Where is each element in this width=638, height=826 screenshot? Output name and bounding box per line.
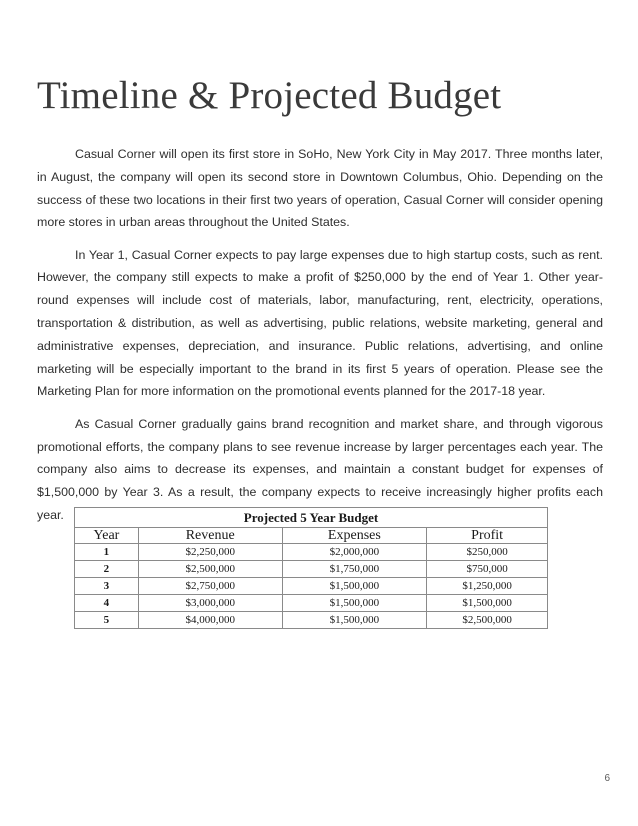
year-cell: 1 — [75, 544, 139, 561]
header-revenue: Revenue — [138, 528, 282, 544]
expenses-cell: $1,500,000 — [282, 612, 427, 629]
expenses-cell: $1,750,000 — [282, 561, 427, 578]
revenue-cell: $3,000,000 — [138, 595, 282, 612]
profit-cell: $1,250,000 — [427, 578, 548, 595]
year-cell: 2 — [75, 561, 139, 578]
page-title: Timeline & Projected Budget — [37, 74, 502, 117]
profit-cell: $250,000 — [427, 544, 548, 561]
expenses-cell: $1,500,000 — [282, 595, 427, 612]
paragraph-year-one-expenses: In Year 1, Casual Corner expects to pay large expenses due to high startup costs, such as rent. However, the company still expects to make a profit of $250,000 by the end of Year 1. Other year-round expenses will include cost of materials, labor, manufacturing, rent, electricity, operations, transportation & distribution, as well as advertising, public relations, website marketing, general and administrative expenses, depreciation, and insurance. Public relations, advertising, and online marketing will be especially important to the brand in its first 5 years of operation. Please see the Marketing Plan for more information on the promotional events planned for the 2017-18 year. — [37, 247, 603, 399]
table-row — [75, 578, 548, 595]
profit-cell: $750,000 — [427, 561, 548, 578]
profit-cell: $1,500,000 — [427, 595, 548, 612]
table-row — [75, 595, 548, 612]
revenue-cell: $2,750,000 — [138, 578, 282, 595]
table-row — [75, 612, 548, 629]
revenue-cell: $2,250,000 — [138, 544, 282, 561]
table-caption: Projected 5 Year Budget — [75, 508, 548, 528]
budget-table — [74, 507, 548, 629]
year-cell: 4 — [75, 595, 139, 612]
page-number: 6 — [604, 773, 610, 784]
paragraph-growth-outlook: As Casual Corner gradually gains brand recognition and market share, and through vigorous promotional efforts, the company plans to see revenue increase by larger percentages each year. The company also aims to decrease its expenses, and maintain a constant budget for expenses of $1,500,000 by Year 3. As a result, the company expects to receive increasingly higher profits each year. — [37, 416, 603, 522]
profit-cell: $2,500,000 — [427, 612, 548, 629]
expenses-cell: $1,500,000 — [282, 578, 427, 595]
header-expenses: Expenses — [282, 528, 427, 544]
body-text — [37, 143, 603, 536]
table-row — [75, 544, 548, 561]
table-caption-row — [75, 508, 548, 528]
paragraph-store-openings: Casual Corner will open its first store in SoHo, New York City in May 2017. Three months later, in August, the company will open its second store in Downtown Columbus, Ohio. Depending on the success of these two locations in their first two years of operation, Casual Corner will consider opening more stores in urban areas throughout the United States. — [37, 147, 603, 230]
year-cell: 3 — [75, 578, 139, 595]
header-profit: Profit — [427, 528, 548, 544]
revenue-cell: $4,000,000 — [138, 612, 282, 629]
header-year: Year — [75, 528, 139, 544]
revenue-cell: $2,500,000 — [138, 561, 282, 578]
year-cell: 5 — [75, 612, 139, 629]
table-header-row — [75, 528, 548, 544]
table-row — [75, 561, 548, 578]
expenses-cell: $2,000,000 — [282, 544, 427, 561]
